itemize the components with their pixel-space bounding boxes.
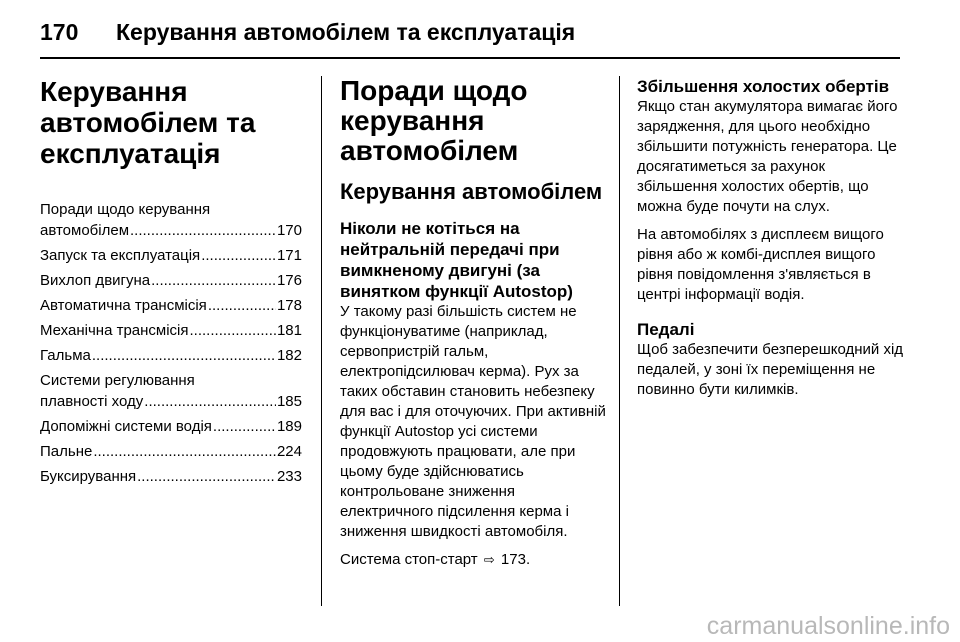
crossref[interactable] xyxy=(340,550,606,570)
running-title: Керування автомобілем та експлуатація xyxy=(116,18,576,45)
topic-title-pedals: Педалі xyxy=(637,320,695,339)
toc-leader-dots xyxy=(92,345,276,366)
toc-item-label: Пальне xyxy=(40,443,93,460)
toc-item-label: автомобілем xyxy=(40,222,130,239)
toc-item-label: плавності ходу xyxy=(40,393,144,410)
toc-item[interactable] xyxy=(40,416,302,437)
toc-item[interactable] xyxy=(40,466,302,487)
toc-item-row xyxy=(40,220,302,241)
toc-column xyxy=(40,76,302,491)
toc-item-label: Механічна трансмісія xyxy=(40,322,189,339)
toc-item[interactable] xyxy=(40,245,302,266)
toc-item[interactable] xyxy=(40,295,302,316)
toc-item-page: 189 xyxy=(276,418,302,435)
toc-leader-dots xyxy=(137,466,276,487)
toc-item-page: 233 xyxy=(276,468,302,485)
page-number: 170 xyxy=(40,18,79,45)
toc-item[interactable] xyxy=(40,441,302,462)
toc-item-page: 176 xyxy=(276,272,302,289)
paragraph-pedals: Щоб забезпечити безперешкодний хід педалей, у зоні їх переміщення не повинно бути килимків. xyxy=(637,341,904,398)
column-divider-2 xyxy=(619,76,620,606)
toc-title: Керування автомобілем та експлуатація xyxy=(40,76,256,169)
middle-column xyxy=(340,76,606,570)
toc-leader-dots xyxy=(130,220,276,241)
toc-item-label: Автоматична трансмісія xyxy=(40,297,207,314)
topic-title-idle: Збільшення холостих обертів xyxy=(637,77,890,96)
toc-leader-dots xyxy=(151,270,276,291)
crossref-arrow-icon: ⇨ xyxy=(483,552,495,567)
toc-item-row xyxy=(40,441,302,462)
toc-item[interactable] xyxy=(40,199,302,241)
toc-leader-dots xyxy=(93,441,276,462)
toc-item-row xyxy=(40,345,302,366)
toc-list xyxy=(40,199,302,487)
toc-item-label-line: Поради щодо керування xyxy=(40,201,211,218)
toc-item-label: Буксирування xyxy=(40,468,137,485)
crossref-label: Система стоп-старт xyxy=(340,551,478,568)
toc-item-row xyxy=(40,320,302,341)
toc-item-row xyxy=(40,466,302,487)
toc-leader-dots xyxy=(144,391,276,412)
page-header xyxy=(40,14,575,50)
toc-item-label: Запуск та експлуатація xyxy=(40,247,201,264)
toc-item-page: 224 xyxy=(276,443,302,460)
toc-item[interactable] xyxy=(40,345,302,366)
toc-item-row xyxy=(40,245,302,266)
toc-item-page: 181 xyxy=(276,322,302,339)
toc-item-label: Гальма xyxy=(40,347,91,364)
toc-leader-dots xyxy=(213,416,276,437)
toc-item-label: Допоміжні системи водія xyxy=(40,418,212,435)
toc-item[interactable] xyxy=(40,320,302,341)
crossref-page: 173. xyxy=(500,551,531,568)
paragraph-neutral: У такому разі більшість систем не функціонуватиме (наприклад, сервопристрій гальм, електропідсилювач керма). Рух за таких обставин становить небезпеку для вас і для оточуючих. При активній функції Autostop усі системи продовжують працювати, але при цьому буде здійснюватись контрольоване зниження електричного підсилення керма і зниження швидкості автомобіля. xyxy=(340,303,606,540)
toc-item-label: Вихлоп двигуна xyxy=(40,272,151,289)
toc-item-row xyxy=(40,391,302,412)
toc-leader-dots xyxy=(208,295,276,316)
toc-item-row xyxy=(40,270,302,291)
watermark: carmanualsonline.info xyxy=(706,612,950,640)
paragraph-idle-1: Якщо стан акумулятора вимагає його зарядження, для цього необхідно збільшити потужність генератора. Це досягатиметься за рахунок збільшення холостих обертів, що можна буде почути на слух. xyxy=(637,98,898,215)
toc-leader-dots xyxy=(201,245,276,266)
toc-leader-dots xyxy=(190,320,276,341)
toc-item-page: 185 xyxy=(276,393,302,410)
toc-item-row xyxy=(40,416,302,437)
right-column xyxy=(637,76,905,400)
header-rule xyxy=(40,57,900,59)
toc-item-page: 170 xyxy=(276,222,302,239)
paragraph-idle-2: На автомобілях з дисплеєм вищого рівня або ж комбі-дисплея вищого рівня повідомлення з'являється в центрі інформації водія. xyxy=(637,226,884,303)
toc-item[interactable] xyxy=(40,270,302,291)
toc-item-page: 178 xyxy=(276,297,302,314)
toc-item-row xyxy=(40,295,302,316)
section-title: Поради щодо керування автомобілем xyxy=(340,75,528,166)
toc-item-page: 182 xyxy=(276,347,302,364)
toc-item[interactable] xyxy=(40,370,302,412)
toc-item-page: 171 xyxy=(276,247,302,264)
column-divider-1 xyxy=(321,76,322,606)
subsection-title: Керування автомобілем xyxy=(340,179,603,204)
toc-item-label-line: Системи регулювання xyxy=(40,372,195,389)
topic-title-neutral: Ніколи не котіться на нейтральній передачі при вимкненому двигуні (за винятком функції Autostop) xyxy=(340,219,573,301)
